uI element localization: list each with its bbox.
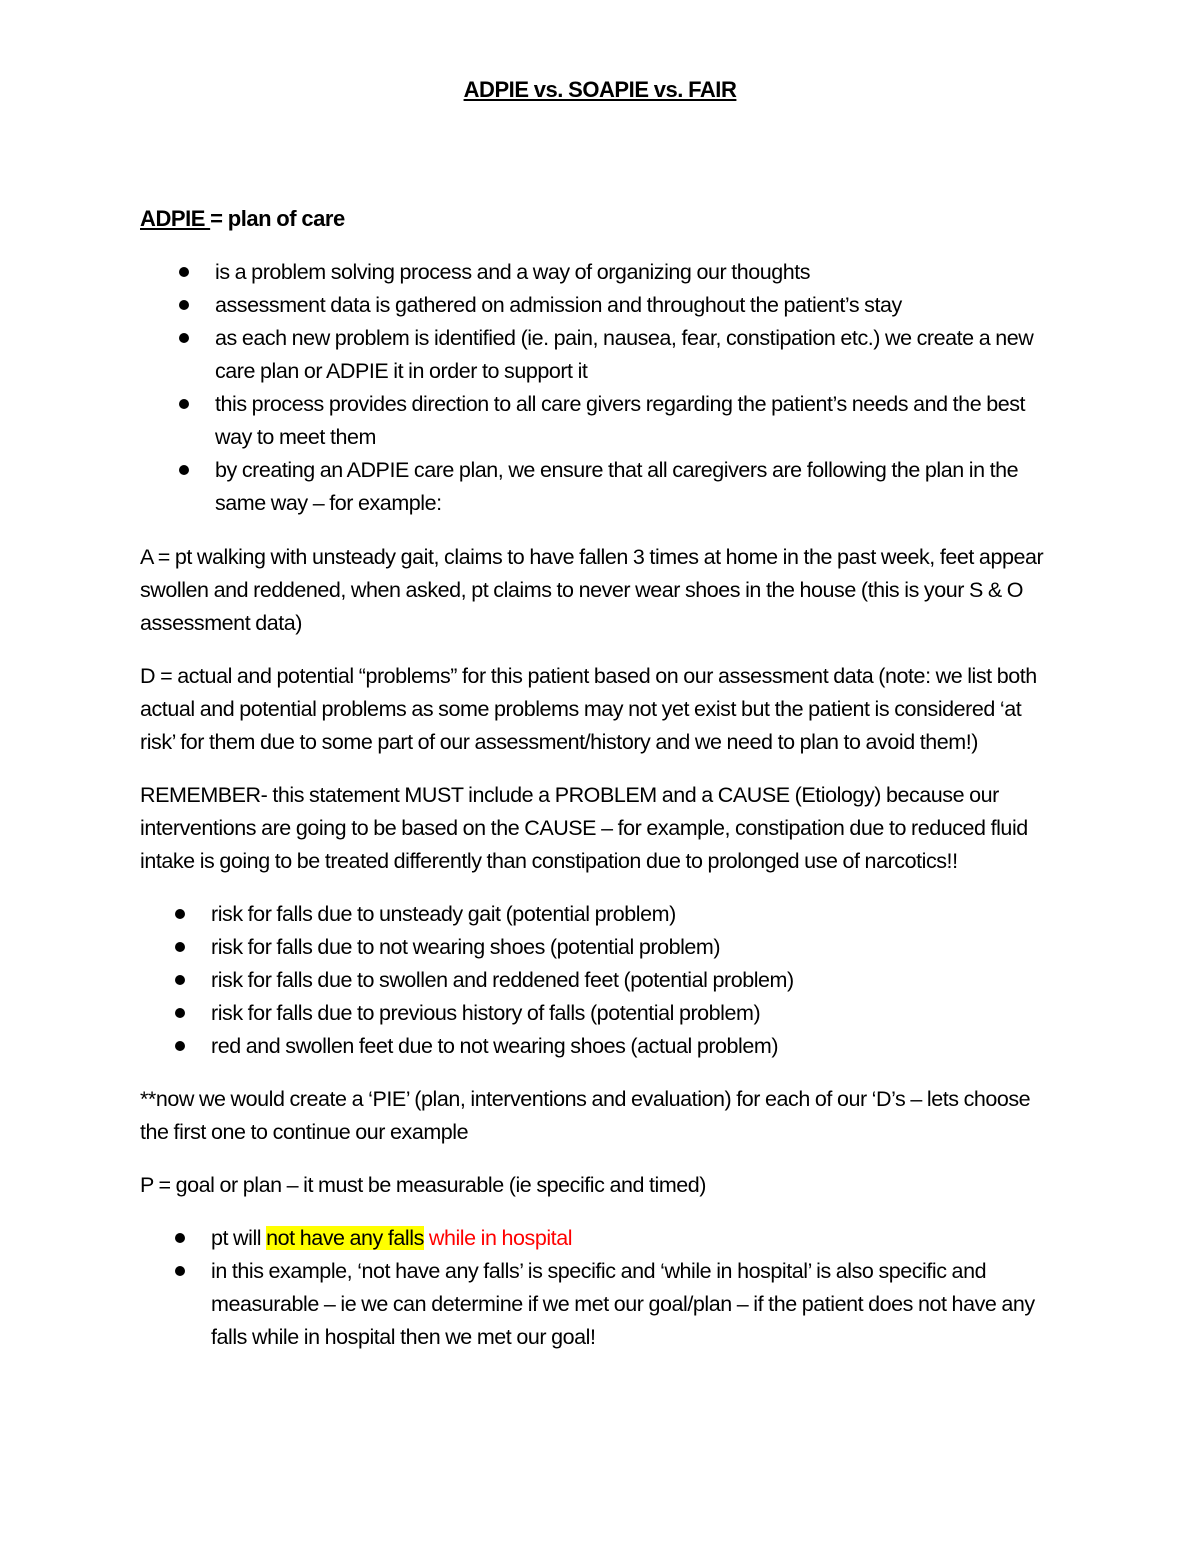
bullet-icon [175,1008,185,1018]
bullet-icon [175,909,185,919]
bullet-icon [179,465,189,475]
bullet-icon [175,975,185,985]
goal-bullet-list [140,1222,1060,1354]
goal-prefix: pt will [211,1226,267,1250]
goal-highlight: not have any falls [266,1226,424,1250]
problem-bullet-list [140,898,1060,1063]
paragraph-pie: **now we would create a ‘PIE’ (plan, interventions and evaluation) for each of our ‘D’s – lets choose the first one to continue our example [140,1087,1031,1144]
list-item: risk for falls due to previous history of falls (potential problem) [140,997,1060,1030]
list-item [140,1222,1060,1255]
adpie-heading [140,202,1060,235]
list-item: red and swollen feet due to not wearing shoes (actual problem) [140,1030,1060,1063]
list-item: as each new problem is identified (ie. pain, nausea, fear, constipation etc.) we create a new care plan or ADPIE it in order to support it [140,322,1060,388]
list-item: this process provides direction to all care givers regarding the patient’s needs and the best way to meet them [140,388,1060,454]
document-title: ADPIE vs. SOAPIE vs. FAIR [463,77,737,102]
list-item: assessment data is gathered on admission and throughout the patient’s stay [140,289,1060,322]
list-item: is a problem solving process and a way of organizing our thoughts [140,256,1060,289]
adpie-heading-rest: = plan of care [210,206,345,231]
bullet-icon [175,1041,185,1051]
paragraph-remember: REMEMBER- this statement MUST include a PROBLEM and a CAUSE (Etiology) because our interventions are going to be based on the CAUSE – for example, constipation due to reduced fluid intake is going to be treated differently than constipation due to prolonged use of narcotics!! [140,783,1028,873]
list-item: by creating an ADPIE care plan, we ensure that all caregivers are following the plan in the same way – for example: [140,454,1060,520]
adpie-heading-label: ADPIE [140,206,211,231]
paragraph-plan: P = goal or plan – it must be measurable (ie specific and timed) [140,1173,707,1197]
paragraph-assessment: A = pt walking with unsteady gait, claims to have fallen 3 times at home in the past week, feet appear swollen and reddened, when asked, pt claims to never wear shoes in the house (this is your S & O assessment data) [140,545,1044,635]
bullet-icon [175,1233,185,1243]
bullet-icon [175,942,185,952]
bullet-icon [179,333,189,343]
list-item: risk for falls due to not wearing shoes (potential problem) [140,931,1060,964]
bullet-icon [179,300,189,310]
bullet-icon [179,267,189,277]
list-item: risk for falls due to swollen and reddened feet (potential problem) [140,964,1060,997]
bullet-icon [179,399,189,409]
paragraph-diagnosis: D = actual and potential “problems” for this patient based on our assessment data (note: we list both actual and potential problems as some problems may not yet exist but the patient is considered ‘at risk’ for them due to some part of our assessment/history and we need to plan to avoid them!) [140,664,1037,754]
list-item: in this example, ‘not have any falls’ is specific and ‘while in hospital’ is also specific and measurable – ie we can determine if we met our goal/plan – if the patient does not have any falls while in hospital then we met our goal! [140,1255,1060,1354]
intro-bullet-list [140,256,1060,520]
bullet-icon [175,1266,185,1276]
goal-red-text: while in hospital [423,1226,573,1250]
list-item: risk for falls due to unsteady gait (potential problem) [140,898,1060,931]
